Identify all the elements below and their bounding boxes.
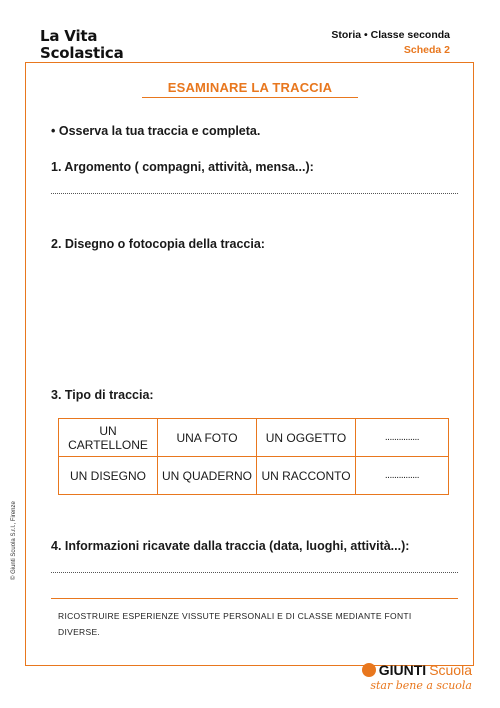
- giunti-g-icon: [362, 663, 376, 677]
- copyright-text: © Giunti Scuola S.r.l., Firenze: [11, 501, 17, 580]
- type-cell[interactable]: UN QUADERNO: [158, 457, 257, 495]
- type-cell[interactable]: UNA FOTO: [158, 419, 257, 457]
- footnote-divider: [51, 598, 458, 599]
- question-2: 2. Disegno o fotocopia della traccia:: [51, 237, 265, 251]
- magazine-logo: [40, 28, 124, 62]
- question-1: 1. Argomento ( compagni, attività, mensa...):: [51, 160, 314, 174]
- brand-name-b: Scuola: [429, 662, 472, 678]
- logo-line-2: Scolastica: [40, 44, 124, 62]
- type-cell[interactable]: UN OGGETTO: [257, 419, 356, 457]
- answer-line-1[interactable]: [51, 193, 458, 194]
- type-cell[interactable]: UN RACCONTO: [257, 457, 356, 495]
- header-info: [331, 28, 450, 58]
- blank-cell[interactable]: ...............: [356, 457, 449, 495]
- question-4: 4. Informazioni ricavate dalla traccia (data, luoghi, attività...):: [51, 539, 410, 553]
- trace-type-table: [58, 418, 449, 495]
- worksheet-title: ESAMINARE LA TRACCIA: [167, 80, 333, 95]
- logo-line-1: La Vita: [40, 27, 98, 45]
- subject-label: Storia • Classe seconda: [331, 29, 450, 41]
- type-cell[interactable]: UN CARTELLONE: [59, 419, 158, 457]
- table-row: [59, 457, 449, 495]
- type-cell[interactable]: UN DISEGNO: [59, 457, 158, 495]
- publisher-tagline: star bene a scuola: [370, 679, 472, 692]
- blank-cell[interactable]: ...............: [356, 419, 449, 457]
- title-underline: [142, 97, 358, 98]
- learning-objective: RICOSTRUIRE ESPERIENZE VISSUTE PERSONALI E DI CLASSE MEDIANTE FONTI DIVERSE.: [58, 611, 412, 637]
- sheet-label: Scheda 2: [403, 44, 450, 56]
- worksheet-frame: [25, 62, 474, 666]
- table-row: [59, 419, 449, 457]
- brand-name-a: GIUNTI: [378, 662, 427, 678]
- publisher-brand: [362, 662, 472, 678]
- publisher-logo: [362, 662, 472, 692]
- question-3: 3. Tipo di traccia:: [51, 388, 154, 402]
- instruction-text: • Osserva la tua traccia e completa.: [51, 124, 261, 138]
- answer-line-4[interactable]: [51, 572, 458, 573]
